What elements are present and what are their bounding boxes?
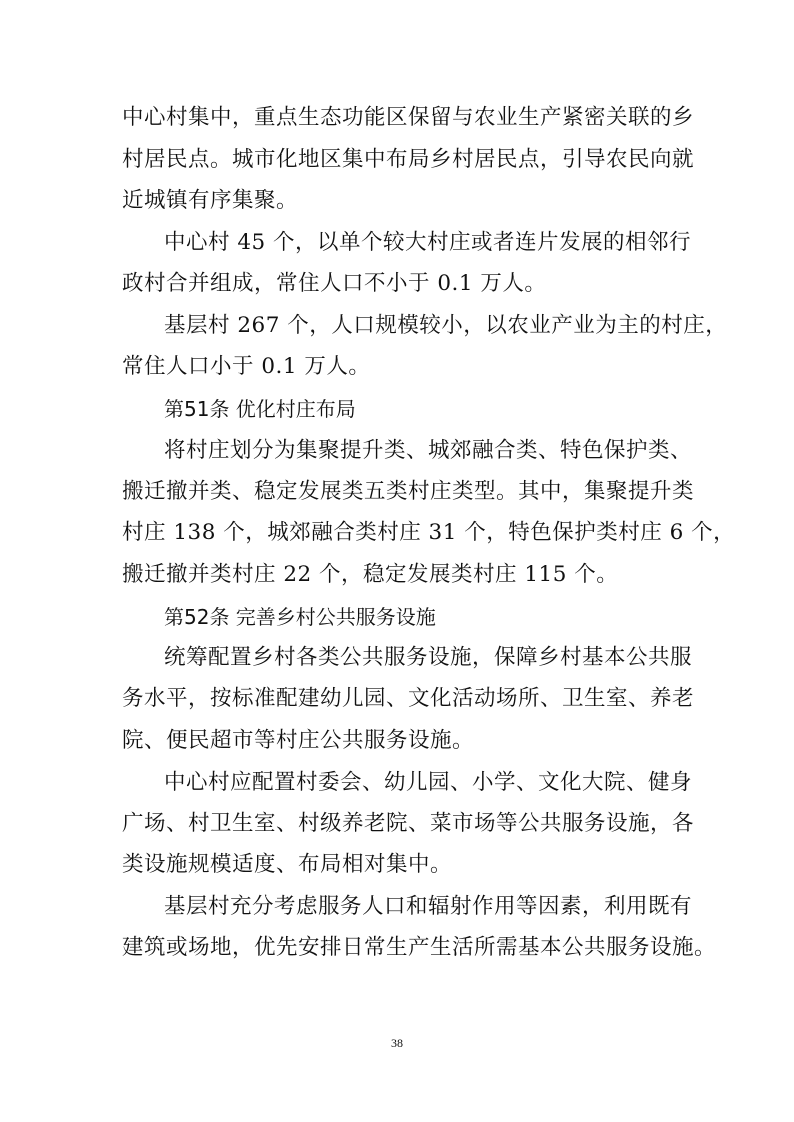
- text-line: 将村庄划分为集聚提升类、城郊融合类、特色保护类、: [164, 438, 693, 463]
- text-line: 中心村 45 个，以单个较大村庄或者连片发展的相邻行: [164, 230, 692, 255]
- text-line: 政村合并组成，常住人口不小于 0.1 万人。: [122, 271, 547, 296]
- text-line: 广场、村卫生室、村级养老院、菜市场等公共服务设施，各: [122, 811, 695, 836]
- text-line: 中心村应配置村委会、幼儿园、小学、文化大院、健身: [164, 770, 693, 795]
- text-line: 村庄 138 个，城郊融合类村庄 31 个，特色保护类村庄 6 个，: [122, 520, 736, 545]
- text-line: 院、便民超市等村庄公共服务设施。: [122, 728, 475, 753]
- article-51-heading: 第51条 优化村庄布局: [164, 397, 356, 421]
- text-line: 统筹配置乡村各类公共服务设施，保障乡村基本公共服: [164, 645, 693, 670]
- article-52-heading: 第52条 完善乡村公共服务设施: [164, 605, 436, 629]
- text-line: 搬迁撤并类、稳定发展类五类村庄类型。其中，集聚提升类: [122, 479, 695, 504]
- text-line: 建筑或场地，优先安排日常生产生活所需基本公共服务设施。: [122, 935, 717, 960]
- page-number: 38: [391, 1036, 403, 1050]
- text-line: 务水平，按标准配建幼儿园、文化活动场所、卫生室、养老: [122, 686, 695, 711]
- text-line: 类设施规模适度、布局相对集中。: [122, 852, 453, 877]
- text-line: 村居民点。城市化地区集中布局乡村居民点，引导农民向就: [122, 147, 695, 172]
- text-line: 近城镇有序集聚。: [122, 188, 299, 213]
- text-line: 基层村充分考虑服务人口和辐射作用等因素，利用既有: [164, 894, 693, 919]
- text-line: 常住人口小于 0.1 万人。: [122, 354, 371, 379]
- text-line: 基层村 267 个，人口规模较小，以农业产业为主的村庄，: [164, 313, 728, 338]
- text-line: 中心村集中，重点生态功能区保留与农业生产紧密关联的乡: [122, 105, 695, 130]
- text-line: 搬迁撤并类村庄 22 个，稳定发展类村庄 115 个。: [122, 562, 619, 587]
